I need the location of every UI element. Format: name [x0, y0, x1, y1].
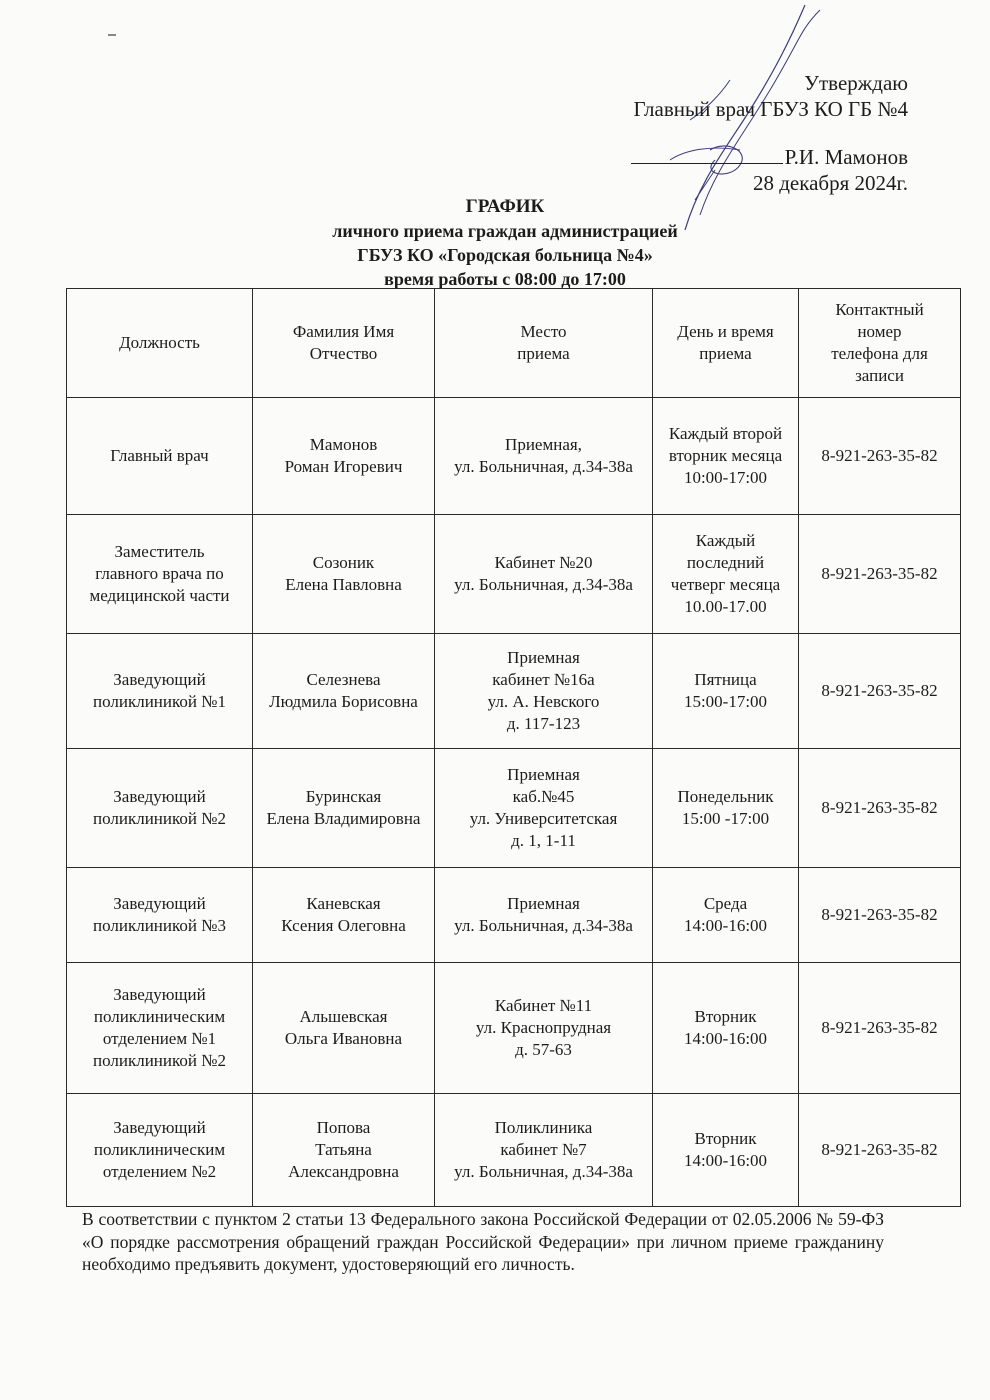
cell-phone: 8-921-263-35-82: [799, 963, 961, 1094]
title-line-1: личного приема граждан администрацией: [332, 221, 678, 241]
signature-line: [631, 144, 908, 170]
title-main: ГРАФИК: [465, 196, 545, 217]
title-line-3: время работы с 08:00 до 17:00: [384, 269, 626, 289]
cell-time: Каждый последний четверг месяца 10.00-17.00: [653, 515, 799, 634]
approval-block: [631, 70, 908, 196]
cell-phone: 8-921-263-35-82: [799, 398, 961, 515]
header-time: День и время приема: [653, 289, 799, 398]
cell-phone: 8-921-263-35-82: [799, 634, 961, 749]
table-row: [67, 868, 961, 963]
cell-time: Понедельник 15:00 -17:00: [653, 749, 799, 868]
cell-place: Поликлиника кабинет №7 ул. Больничная, д.34-38а: [435, 1094, 653, 1207]
cell-place: Приемная кабинет №16а ул. А. Невского д. 117-123: [435, 634, 653, 749]
cell-place: Приемная каб.№45 ул. Университетская д. 1, 1-11: [435, 749, 653, 868]
cell-place: Приемная ул. Больничная, д.34-38а: [435, 868, 653, 963]
cell-position: Заместитель главного врача по медицинской части: [67, 515, 253, 634]
header-place: Место приема: [435, 289, 653, 398]
table-row: [67, 1094, 961, 1207]
table-row: [67, 515, 961, 634]
cell-place: Кабинет №11 ул. Краснопрудная д. 57-63: [435, 963, 653, 1094]
title-line-2: ГБУЗ КО «Городская больница №4»: [357, 245, 653, 265]
cell-time: Пятница 15:00-17:00: [653, 634, 799, 749]
cell-phone: 8-921-263-35-82: [799, 1094, 961, 1207]
cell-place: Приемная, ул. Больничная, д.34-38а: [435, 398, 653, 515]
cell-time: Вторник 14:00-16:00: [653, 963, 799, 1094]
cell-name: Мамонов Роман Игоревич: [253, 398, 435, 515]
cell-name: Буринская Елена Владимировна: [253, 749, 435, 868]
cell-phone: 8-921-263-35-82: [799, 515, 961, 634]
table-row: [67, 634, 961, 749]
document-title: [0, 195, 990, 291]
cell-position: Заведующий поликлиникой №2: [67, 749, 253, 868]
cell-time: Каждый второй вторник месяца 10:00-17:00: [653, 398, 799, 515]
approval-date: 28 декабря 2024г.: [752, 171, 908, 195]
cell-name: Селезнева Людмила Борисовна: [253, 634, 435, 749]
cell-phone: 8-921-263-35-82: [799, 749, 961, 868]
signature-underline: [631, 145, 783, 164]
cell-name: Каневская Ксения Олеговна: [253, 868, 435, 963]
header-name: Фамилия Имя Отчество: [253, 289, 435, 398]
table-header-row: [67, 289, 961, 398]
cell-name: Попова Татьяна Александровна: [253, 1094, 435, 1207]
approval-heading: Утверждаю: [804, 71, 908, 95]
cell-time: Среда 14:00-16:00: [653, 868, 799, 963]
cell-position: Заведующий поликлиникой №1: [67, 634, 253, 749]
cell-place: Кабинет №20 ул. Больничная, д.34-38а: [435, 515, 653, 634]
cell-name: Альшевская Ольга Ивановна: [253, 963, 435, 1094]
table-row: [67, 398, 961, 515]
approval-position: Главный врач ГБУЗ КО ГБ №4: [633, 97, 908, 121]
header-position: Должность: [67, 289, 253, 398]
cell-name: Созоник Елена Павловна: [253, 515, 435, 634]
approval-signer: Р.И. Мамонов: [784, 145, 908, 169]
cell-time: Вторник 14:00-16:00: [653, 1094, 799, 1207]
table-row: [67, 749, 961, 868]
cell-position: Заведующий поликлиническим отделением №1 поликлиникой №2: [67, 963, 253, 1094]
legal-note: В соответствии с пунктом 2 статьи 13 Федерального закона Российской Федерации от 02.05.2006 № 59-ФЗ «О порядке рассмотрения обращений граждан Российской Федерации» при личном приеме гражданину необходимо предъявить документ, удостоверяющий его личность.: [82, 1209, 884, 1274]
header-phone: Контактный номер телефона для записи: [799, 289, 961, 398]
scan-mark: [108, 34, 116, 36]
schedule-table: [66, 288, 961, 1207]
cell-phone: 8-921-263-35-82: [799, 868, 961, 963]
cell-position: Заведующий поликлиническим отделением №2: [67, 1094, 253, 1207]
cell-position: Главный врач: [67, 398, 253, 515]
cell-position: Заведующий поликлиникой №3: [67, 868, 253, 963]
table-row: [67, 963, 961, 1094]
